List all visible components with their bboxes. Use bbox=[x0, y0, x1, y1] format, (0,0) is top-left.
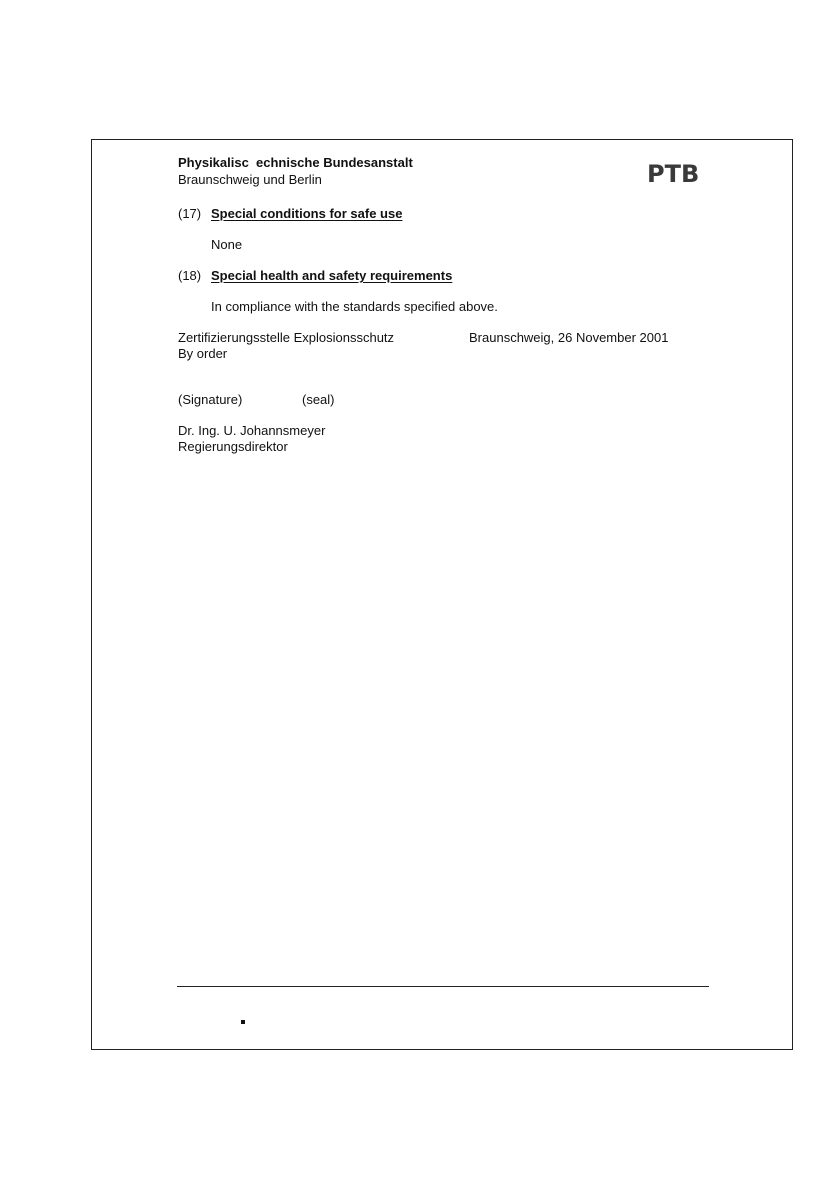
section-17-heading: Special conditions for safe use bbox=[211, 206, 403, 221]
signature-placeholder: (Signature) bbox=[178, 392, 243, 407]
ptb-logo: PTB bbox=[647, 160, 700, 188]
institute-location: Braunschweig und Berlin bbox=[178, 172, 322, 187]
signatory-name: Dr. Ing. U. Johannsmeyer bbox=[178, 423, 326, 438]
place-and-date: Braunschweig, 26 November 2001 bbox=[469, 330, 669, 345]
section-18-body: In compliance with the standards specified above. bbox=[211, 299, 498, 314]
seal-placeholder: (seal) bbox=[302, 392, 335, 407]
footer-rule bbox=[177, 986, 709, 987]
certification-body-name: Zertifizierungsstelle Explosionsschutz bbox=[178, 330, 395, 345]
by-order-text: By order bbox=[178, 346, 228, 361]
section-18-number: (18) bbox=[178, 268, 202, 283]
section-17-number: (17) bbox=[178, 206, 202, 221]
footer-bullet-mark bbox=[241, 1020, 245, 1024]
signatory-title: Regierungsdirektor bbox=[178, 439, 288, 454]
section-17-body: None bbox=[211, 237, 243, 252]
institute-name-part1: Physikalisc bbox=[178, 155, 249, 170]
institute-name-part2: echnische Bundesanstalt bbox=[256, 155, 413, 170]
section-18-heading: Special health and safety requirements bbox=[211, 268, 453, 283]
